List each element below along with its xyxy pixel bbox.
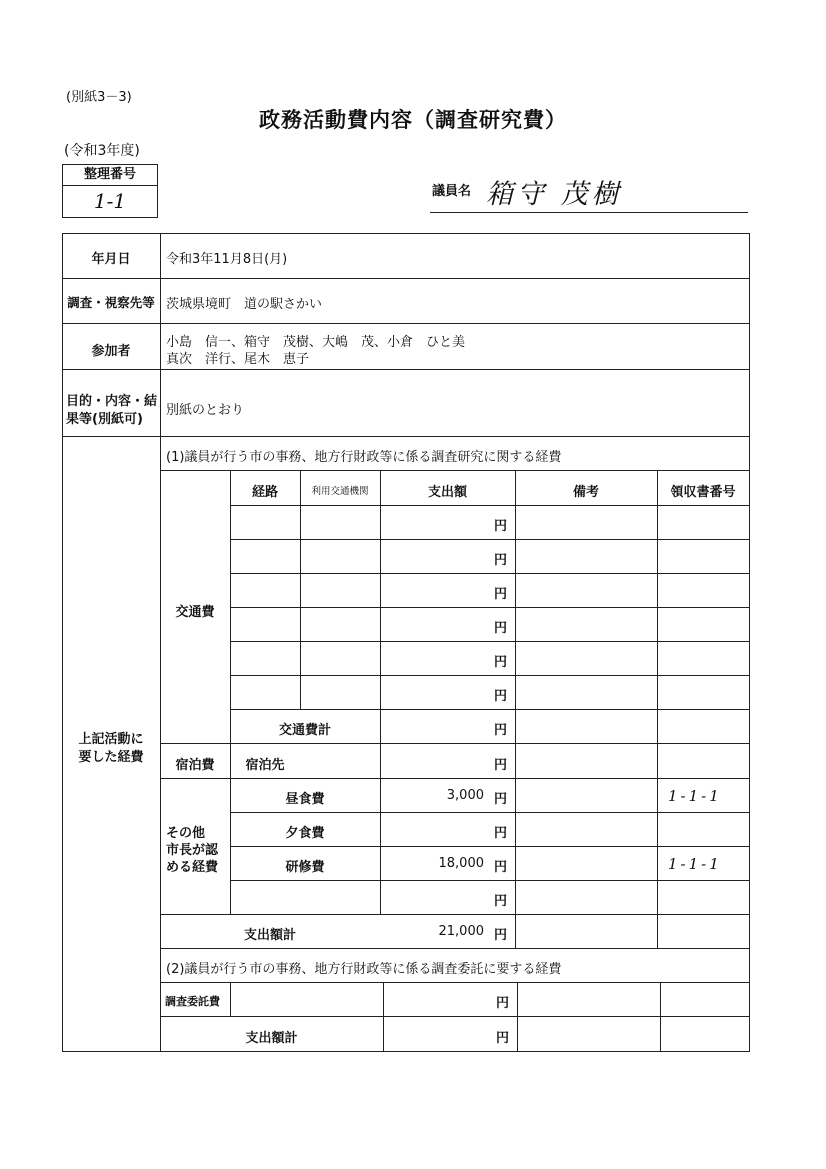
table-line <box>517 982 518 1051</box>
section-1-title: (1)議員が行う市の事務、地方行財政等に係る調査研究に関する経費 <box>166 450 562 465</box>
yen-unit: 円 <box>494 928 508 943</box>
table-line <box>383 982 384 1051</box>
training-amount: 18,000 <box>438 856 484 871</box>
column-amount: 支出額 <box>427 485 467 500</box>
table-line <box>62 323 750 324</box>
yen-unit: 円 <box>494 655 508 670</box>
yen-unit: 円 <box>494 758 508 773</box>
date-value: 令和3年11月8日(月) <box>166 252 288 267</box>
lodging-label: 宿泊費 <box>175 758 215 773</box>
participants-line-2: 真次 洋行、尾木 恵子 <box>166 352 310 367</box>
table-line <box>160 778 750 779</box>
table-line <box>515 470 516 948</box>
purpose-label-line-2: 果等(別紙可) <box>66 412 143 427</box>
table-line <box>660 982 661 1051</box>
lunch-amount: 3,000 <box>446 788 484 803</box>
training-receipt-number: 1-1-1 <box>668 855 722 873</box>
participants-line-1: 小島 信一、箱守 茂樹、大嶋 茂、小倉 ひと美 <box>166 335 466 350</box>
table-line <box>300 470 301 709</box>
total-label: 支出額計 <box>243 928 296 943</box>
table-line <box>230 812 750 813</box>
yen-unit: 円 <box>494 519 508 534</box>
destination-label: 調査・視察先等 <box>67 295 155 310</box>
table-line <box>230 880 750 881</box>
table-line <box>230 470 231 914</box>
date-label: 年月日 <box>91 252 131 267</box>
table-line <box>160 914 750 915</box>
member-name-label: 議員名 <box>432 184 472 199</box>
yen-unit: 円 <box>494 826 508 841</box>
section-2-title: (2)議員が行う市の事務、地方行財政等に係る調査委託に要する経費 <box>166 962 562 977</box>
participants-label: 参加者 <box>91 344 131 359</box>
training-label: 研修費 <box>285 860 325 875</box>
table-line <box>230 675 750 676</box>
table-line <box>62 233 750 234</box>
lunch-label: 昼食費 <box>285 792 325 807</box>
transport-total-label: 交通費計 <box>278 723 331 738</box>
member-name-signature: 箱守 茂樹 <box>486 179 623 210</box>
yen-unit: 円 <box>494 723 508 738</box>
table-line <box>230 846 750 847</box>
table-line <box>230 505 750 506</box>
yen-unit: 円 <box>496 1031 510 1046</box>
table-line <box>160 1016 750 1017</box>
total-2-label: 支出額計 <box>245 1031 298 1046</box>
table-line <box>62 278 750 279</box>
fiscal-year: (令和3年度) <box>64 143 140 159</box>
table-line <box>230 709 750 710</box>
column-receipt: 領収書番号 <box>670 485 736 500</box>
total-amount: 21,000 <box>438 924 484 939</box>
other-label-line-2: 市長が認 <box>166 843 219 858</box>
table-line <box>230 539 750 540</box>
yen-unit: 円 <box>494 553 508 568</box>
table-line <box>160 743 750 744</box>
table-line <box>62 436 750 437</box>
table-line <box>160 470 750 471</box>
commission-label: 調査委託費 <box>165 995 220 1008</box>
table-line <box>230 641 750 642</box>
table-line <box>160 982 750 983</box>
column-remarks: 備考 <box>572 485 599 500</box>
table-line <box>380 470 381 709</box>
other-label-line-3: める経費 <box>166 860 219 875</box>
page-title: 政務活動費内容（調査研究費） <box>259 108 567 132</box>
table-line <box>230 982 231 1016</box>
yen-unit: 円 <box>494 894 508 909</box>
yen-unit: 円 <box>494 587 508 602</box>
reference-number-value: 1-1 <box>93 189 127 213</box>
annex-number: (別紙3－3) <box>66 90 132 105</box>
yen-unit: 円 <box>494 792 508 807</box>
column-transport: 利用交通機関 <box>311 486 369 497</box>
expenses-side-label-line-2: 要した経費 <box>78 750 144 765</box>
yen-unit: 円 <box>494 689 508 704</box>
table-line <box>230 573 750 574</box>
dinner-label: 夕食費 <box>285 826 325 841</box>
destination-value: 茨城県境町 道の駅さかい <box>166 297 323 312</box>
table-line <box>749 233 750 1051</box>
purpose-label-line-1: 目的・内容・結 <box>66 394 158 409</box>
lodging-place-label: 宿泊先 <box>245 758 285 773</box>
lunch-receipt-number: 1-1-1 <box>668 787 722 805</box>
expenses-side-label-line-1: 上記活動に <box>78 732 144 747</box>
table-line <box>230 607 750 608</box>
yen-unit: 円 <box>494 621 508 636</box>
other-label-line-1: その他 <box>166 826 206 841</box>
yen-unit: 円 <box>494 860 508 875</box>
column-route: 経路 <box>251 485 278 500</box>
table-line <box>62 369 750 370</box>
table-line <box>657 470 658 948</box>
yen-unit: 円 <box>496 996 510 1011</box>
reference-number-label: 整理番号 <box>63 165 157 186</box>
table-line <box>62 1051 750 1052</box>
table-line <box>160 948 750 949</box>
purpose-value: 別紙のとおり <box>166 403 245 418</box>
table-line <box>380 709 381 914</box>
transport-label: 交通費 <box>175 605 215 620</box>
